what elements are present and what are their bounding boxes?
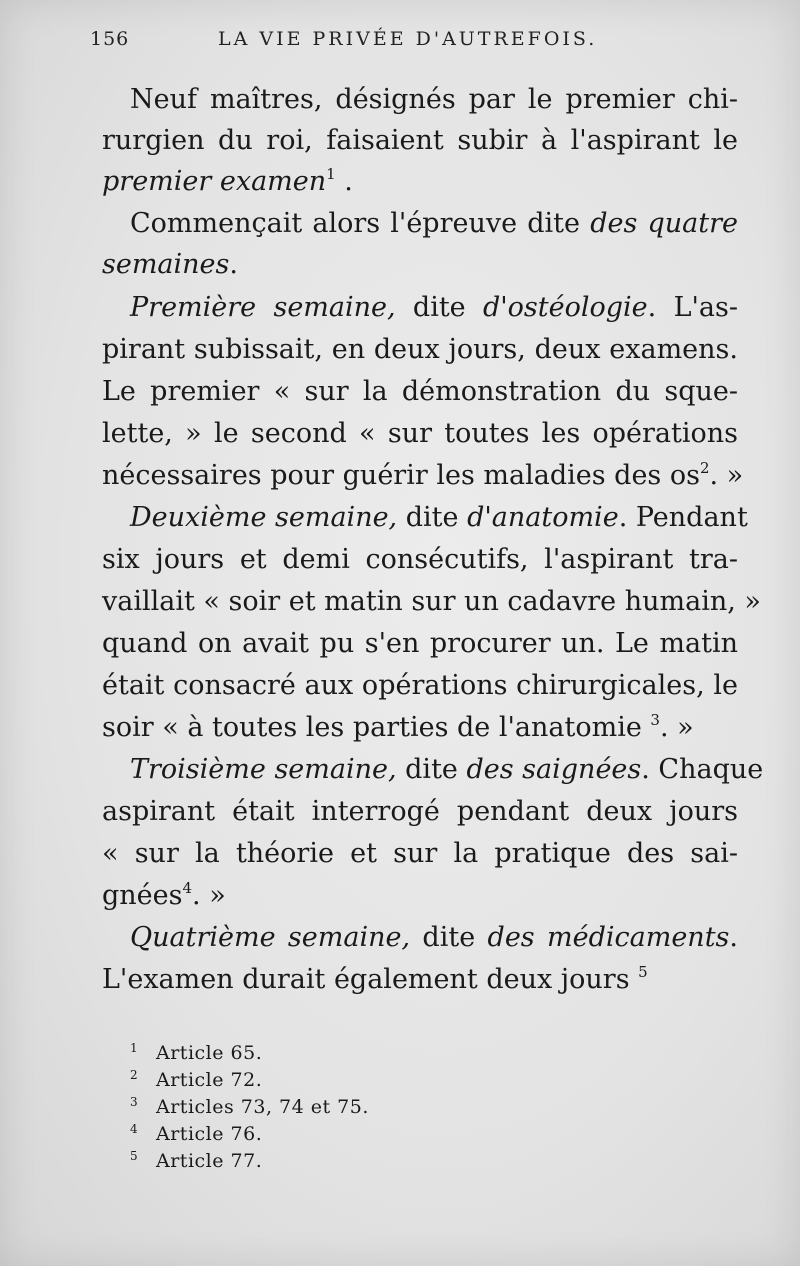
text-line: aspirant était interrogé pendant deux jours <box>102 796 738 827</box>
running-title: LA VIE PRIVÉE D'AUTREFOIS. <box>218 28 598 50</box>
text-line: nécessaires pour guérir les maladies des os$^2$. » <box>102 459 744 491</box>
footnote-ref: 4 <box>182 879 193 897</box>
text-line: « sur la théorie et sur la pratique des sai- <box>102 838 738 869</box>
text-line: Le premier « sur la démonstration du sque- <box>102 376 738 407</box>
page-number: 156 <box>90 28 130 50</box>
text-line: pirant subissait, en deux jours, deux examens. <box>102 334 738 365</box>
footnote-ref: 2 <box>699 459 710 477</box>
text-line: vaillait « soir et matin sur un cadavre humain, » <box>102 586 761 617</box>
text-line: semaines. <box>102 249 238 280</box>
footnote: 2 Article 72. <box>130 1068 263 1091</box>
footnote-text: Article 72. <box>156 1069 263 1091</box>
text-line: gnées$^4$. » <box>102 879 226 911</box>
text-line: six jours et demi consécutifs, l'aspirant tra- <box>102 544 738 575</box>
text-line: Neuf maîtres, désignés par le premier chi- <box>130 84 738 115</box>
footnote-text: Articles 73, 74 et 75. <box>156 1096 369 1118</box>
text-line: était consacré aux opérations chirurgicales, le <box>102 670 738 701</box>
text-line: Troisième semaine, dite des saignées. Chaque <box>130 754 764 785</box>
footnote-text: Article 65. <box>156 1042 263 1064</box>
footnote-text: Article 76. <box>156 1123 263 1145</box>
footnote: 4 Article 76. <box>130 1122 263 1145</box>
text-line: L'examen durait également deux jours $^5$ <box>102 963 648 995</box>
footnotes <box>130 1040 530 1175</box>
running-head <box>90 28 730 58</box>
text-line: rurgien du roi, faisaient subir à l'aspirant le <box>102 125 738 156</box>
footnote-ref: 5 <box>638 963 648 981</box>
text-line: Première semaine, dite d'ostéologie. L'as- <box>130 292 738 323</box>
footnote-text: Article 77. <box>156 1150 263 1172</box>
footnote-ref: 1 <box>326 165 336 183</box>
text-line: lette, » le second « sur toutes les opérations <box>102 418 738 449</box>
footnote: 1 Article 65. <box>130 1041 263 1064</box>
text-line: Quatrième semaine, dite des médicaments. <box>130 922 738 953</box>
text-line: Commençait alors l'épreuve dite des quatre <box>130 208 738 239</box>
text-line: quand on avait pu s'en procurer un. Le matin <box>102 628 738 659</box>
footnote: 5 Article 77. <box>130 1149 263 1172</box>
footnote: 3 Articles 73, 74 et 75. <box>130 1095 369 1118</box>
text-line: soir « à toutes les parties de l'anatomie $^3$. » <box>102 711 694 743</box>
footnote-ref: 3 <box>650 711 660 729</box>
text-line: Deuxième semaine, dite d'anatomie. Pendant <box>130 502 748 533</box>
text-line: premier examen$^1$ . <box>102 165 353 197</box>
